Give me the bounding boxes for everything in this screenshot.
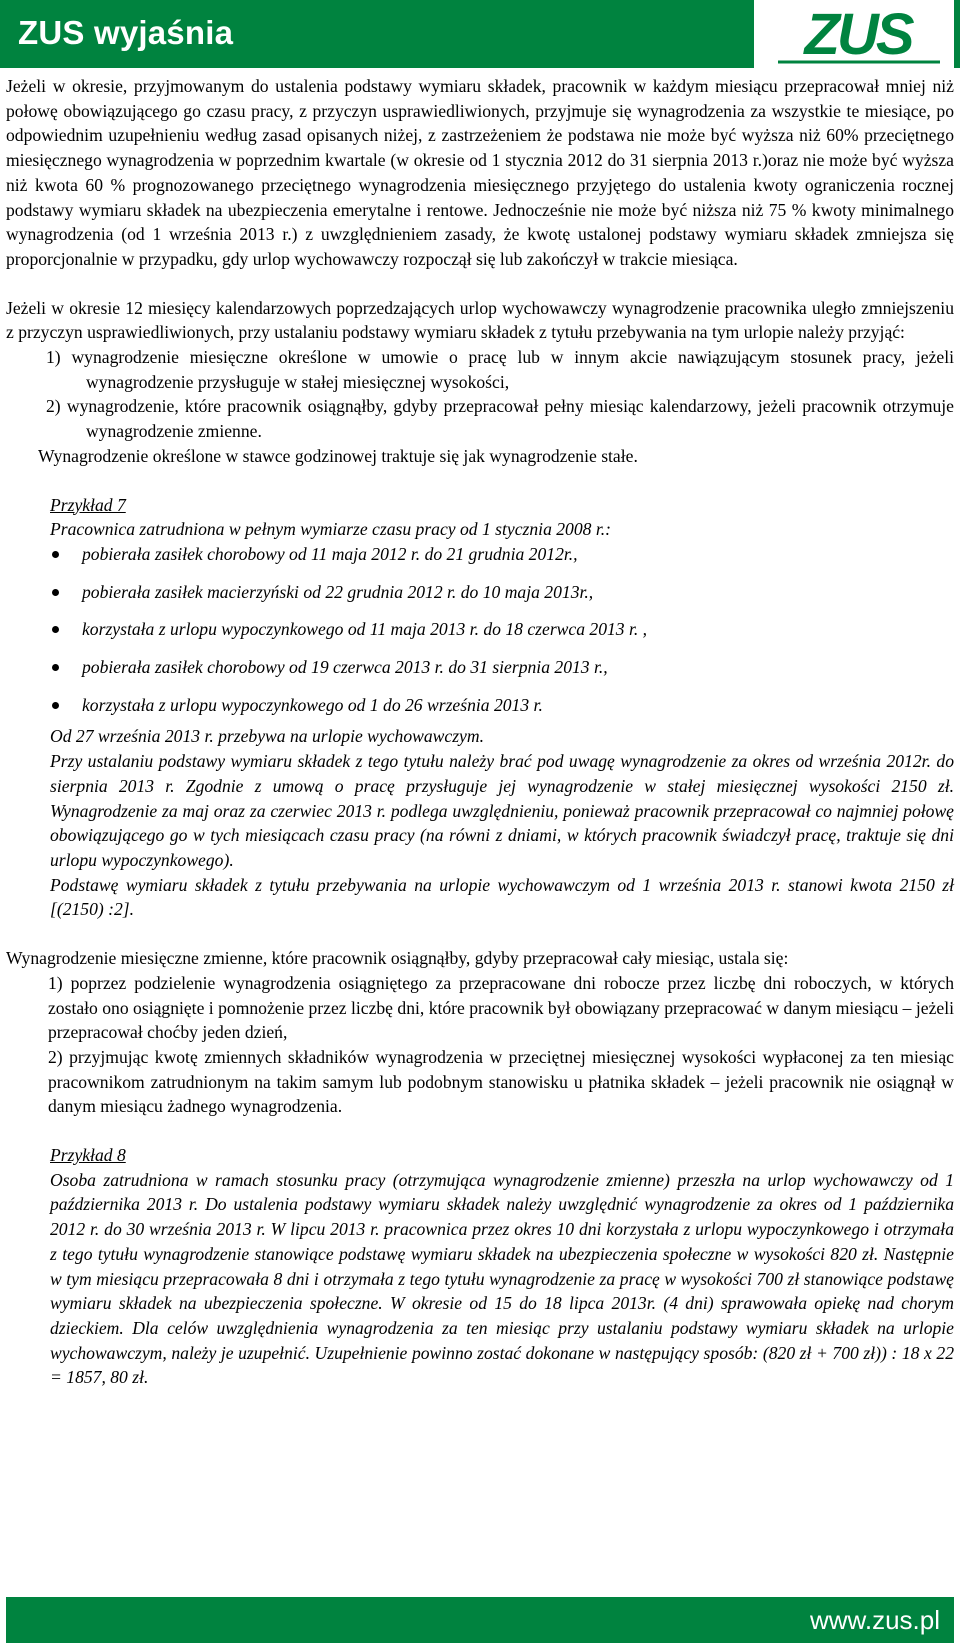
page-title: ZUS wyjaśnia	[18, 14, 234, 51]
zus-logo	[754, 0, 954, 68]
example-7-line-2: Przy ustalaniu podstawy wymiaru składek z tego tytułu należy brać pod uwagę wynagrodzenie za okres od września 2012r. do sierpnia 2013 r. Zgodnie z umową o pracę przysługuje jej wynagrodzenie w stałej miesięcznej wysokości 2150 zł. Wynagrodzenie za maj oraz za czerwiec 2013 r. podlega uwzględnieniu, ponieważ pracownik przepracował co najmniej połowę obowiązującego go w tych miesiącach czasu pracy (na równi z dniami, w których pracownik świadczył pracę, traktuje się dni urlopu wypoczynkowego).	[50, 751, 954, 870]
document-body	[6, 74, 954, 1390]
paragraph-1: Jeżeli w okresie, przyjmowanym do ustalenia podstawy wymiaru składek, pracownik w każdym miesiącu przepracował mniej niż połowę obowiązującego go czasu pracy, z przyczyn usprawiedliwionych, przyjmuje się wynagrodzenia za wszystkie te miesiące, po odpowiednim uzupełnieniu według zasad opisanych niżej, z zastrzeżeniem że podstawa nie może być wyższa niż 60% przeciętnego miesięcznego wynagrodzenia w poprzednim kwartale (w okresie od 1 stycznia 2012 do 31 sierpnia 2013 r.)oraz nie może być wyższa niż kwota 60 % prognozowanego przeciętnego wynagrodzenia miesięcznego przyjętego do ustalenia kwoty ograniczenia rocznej podstawy wymiaru składek na ubezpieczenia emerytalne i rentowe. Jednocześnie nie może być niższa niż 75 % kwoty minimalnego wynagrodzenia (od 1 września 2013 r.) z uwzględnieniem zasady, że kwotę ustalonej podstawy wymiaru składek zmniejsza się proporcjonalnie w przypadku, gdy urlop wychowawczy rozpoczął się lub zakończył w trakcie miesiąca.	[6, 76, 954, 269]
bullet-icon	[52, 626, 59, 633]
list-item: 2) wynagrodzenie, które pracownik osiągnąłby, gdyby przepracował pełny miesiąc kalendarzowy, jeżeli pracownik otrzymuje wynagrodzenie zmienne.	[46, 396, 954, 442]
bullet-item: pobierała zasiłek chorobowy od 19 czerwca 2013 r. do 31 sierpnia 2013 r.,	[50, 655, 954, 680]
bullet-item: pobierała zasiłek chorobowy od 11 maja 2012 r. do 21 grudnia 2012r.,	[50, 542, 954, 567]
list-item: 1) wynagrodzenie miesięczne określone w umowie o pracę lub w innym akcie nawiązującym stosunek pracy, jeżeli wynagrodzenie przysługuje w stałej miesięcznej wysokości,	[46, 347, 954, 392]
paragraph-2: Jeżeli w okresie 12 miesięcy kalendarzowych poprzedzających urlop wychowawczy wynagrodzenie pracownika uległo zmniejszeniu z przyczyn usprawiedliwionych, przy ustalaniu podstawy wymiaru składek z tytułu przebywania na tym urlopie należy przyjąć:	[6, 297, 954, 343]
bullet-icon	[52, 702, 59, 709]
example-7-intro: Pracownica zatrudniona w pełnym wymiarze czasu pracy od 1 stycznia 2008 r.:	[50, 519, 611, 540]
paragraph-3: Wynagrodzenie miesięczne zmienne, które pracownik osiągnąłby, gdyby przepracował cały miesiąc, ustala się:	[6, 948, 789, 969]
example-7-line-1: Od 27 września 2013 r. przebywa na urlopie wychowawczym.	[50, 726, 484, 747]
bullet-icon	[52, 551, 59, 558]
bullet-item: korzystała z urlopu wypoczynkowego od 1 do 26 września 2013 r.	[50, 693, 954, 718]
footer-url[interactable]: www.zus.pl	[809, 1605, 940, 1635]
example-7-line-3: Podstawę wymiaru składek z tytułu przebywania na urlopie wychowawczym od 1 września 2013 r. stanowi kwota 2150 zł [(2150) :2].	[50, 874, 954, 920]
example-7	[6, 493, 954, 923]
example-8-title: Przykład 8	[50, 1145, 126, 1166]
example-8	[6, 1143, 954, 1390]
svg-text:ZUS: ZUS	[804, 2, 912, 67]
footer-bar	[6, 1597, 954, 1643]
bullet-icon	[52, 589, 59, 596]
bullet-item: pobierała zasiłek macierzyński od 22 grudnia 2012 r. do 10 maja 2013r.,	[50, 580, 954, 605]
example-7-title: Przykład 7	[50, 494, 126, 515]
bullet-icon	[52, 664, 59, 671]
list-item: 2) przyjmując kwotę zmiennych składników wynagrodzenia w przeciętnej miesięcznej wysokości wypłaconej za ten miesiąc pracownikom zatrudnionym na takim samym lub podobnym stanowisku u płatnika składek – jeżeli pracownik nie osiągnął w danym miesiącu żadnego wynagrodzenia.	[48, 1046, 954, 1117]
example-8-text: Osoba zatrudniona w ramach stosunku pracy (otrzymująca wynagrodzenie zmienne) przeszła na urlop wychowawczy od 1 października 2013 r. Do ustalenia podstawy wymiaru składek należy uwzględnić wynagrodzenie za okres od 1 października 2012 r. do 30 września 2013 r. W lipcu 2013 r. pracownica przez okres 10 dni korzystała z urlopu wypoczynkowego i otrzymała z tego tytułu wynagrodzenie stanowiące podstawę wymiaru składek na ubezpieczenia społeczne w wysokości 820 zł. Następnie w tym miesiącu przepracowała 8 dni i otrzymała z tego tytułu wynagrodzenie za pracę w wysokości 700 zł stanowiące podstawę wymiaru składek na ubezpieczenia społeczne. W okresie od 15 do 18 lipca 2013r. (4 dni) sprawowała opiekę nad chorym dzieckiem. Dla celów uwzględnienia wynagrodzenia za ten miesiąc przy ustalaniu podstawy wymiaru składek na urlopie wychowawczym, należy je uzupełnić. Uzupełnienie powinno zostać dokonane w następujący sposób: (820 zł + 700 zł)) : 18 x 22 = 1857, 80 zł.	[50, 1169, 954, 1388]
list-item: 1) poprzez podzielenie wynagrodzenia osiągniętego za przepracowane dni robocze przez liczbę dni roboczych, w których zostało ono osiągnięte i pomnożenie przez liczbę dni, które pracownik był obowiązany przepracować w danym miesiącu – jeżeli przepracował choćby jeden dzień,	[48, 972, 954, 1043]
example-7-bullets	[50, 542, 954, 718]
header-bar	[0, 0, 960, 68]
paragraph-2-note: Wynagrodzenie określone w stawce godzinowej traktuje się jak wynagrodzenie stałe.	[38, 445, 638, 466]
bullet-item: korzystała z urlopu wypoczynkowego od 11 maja 2013 r. do 18 czerwca 2013 r. ,	[50, 617, 954, 642]
